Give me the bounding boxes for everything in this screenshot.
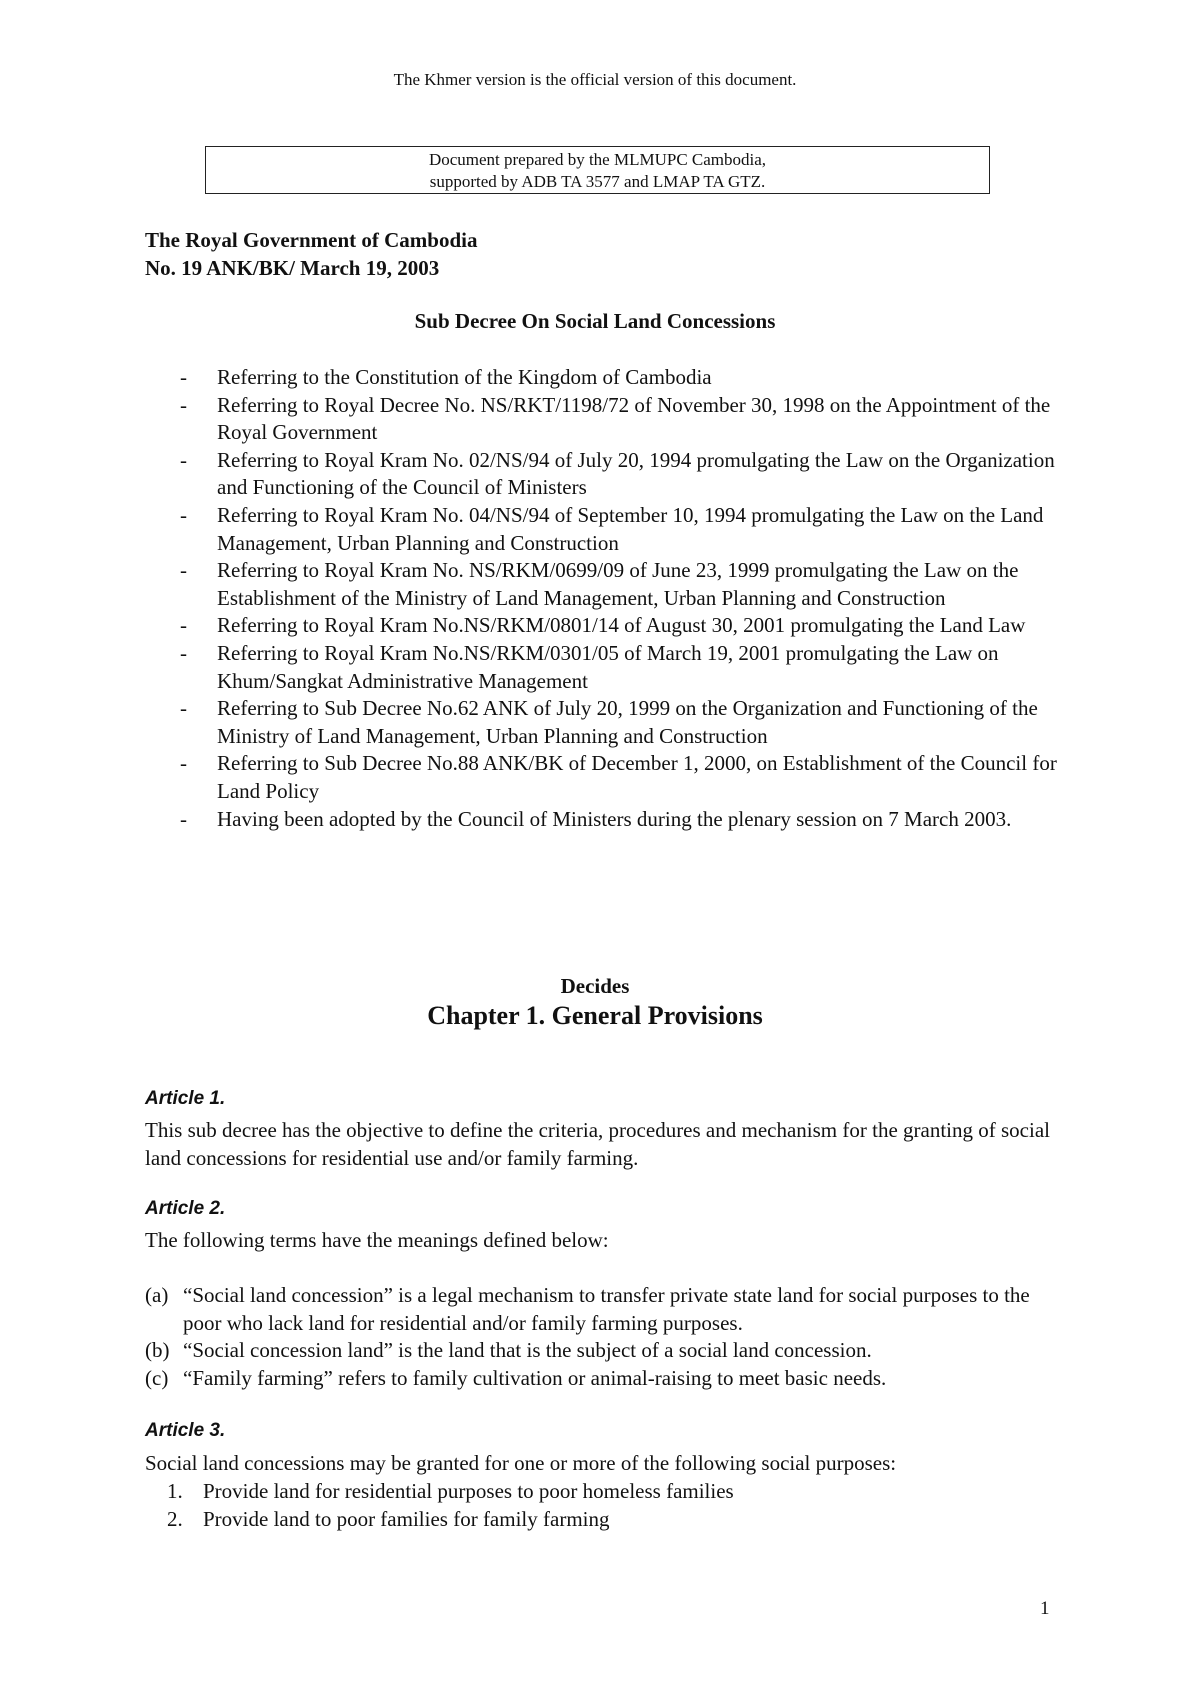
header-note: The Khmer version is the official version of this document. bbox=[393, 70, 797, 89]
article-2-heading: Article 2. bbox=[145, 1198, 226, 1219]
list-dash: - bbox=[180, 392, 187, 417]
reference-item bbox=[180, 447, 1060, 502]
purpose-item bbox=[167, 1478, 1047, 1506]
list-dash: - bbox=[180, 751, 187, 776]
reference-text: Having been adopted by the Council of Ministers during the plenary session on 7 March 2003. bbox=[217, 806, 1012, 831]
prepared-by-box bbox=[205, 146, 990, 194]
purpose-item bbox=[167, 1506, 1047, 1534]
purpose-text: Provide land for residential purposes to poor homeless families bbox=[203, 1479, 734, 1503]
reference-item bbox=[180, 612, 1060, 640]
reference-item bbox=[180, 364, 1060, 392]
definition-text: “Social land concession” is a legal mechanism to transfer private state land for social purposes to the poor who lack land for residential and/or family farming purposes. bbox=[183, 1283, 1030, 1335]
prepared-by-line-2: supported by ADB TA 3577 and LMAP TA GTZ. bbox=[429, 172, 766, 191]
definition-item bbox=[145, 1282, 1055, 1337]
reference-item bbox=[180, 557, 1060, 612]
reference-text: Referring to Royal Decree No. NS/RKT/1198/72 of November 30, 1998 on the Appointment of the Royal Government bbox=[217, 392, 1051, 445]
definition-marker: (b) bbox=[145, 1338, 170, 1363]
document-subtitle: Sub Decree On Social Land Concessions bbox=[414, 309, 776, 333]
list-dash: - bbox=[180, 640, 187, 665]
list-dash: - bbox=[180, 447, 187, 472]
purpose-text: Provide land to poor families for family farming bbox=[203, 1506, 610, 1531]
government-name: The Royal Government of Cambodia bbox=[145, 228, 478, 252]
article-1-heading: Article 1. bbox=[145, 1088, 226, 1109]
chapter-heading: Chapter 1. General Provisions bbox=[427, 1001, 763, 1030]
purposes-list bbox=[167, 1478, 1047, 1533]
reference-item bbox=[180, 502, 1060, 557]
reference-item bbox=[180, 750, 1060, 805]
decree-number: No. 19 ANK/BK/ March 19, 2003 bbox=[145, 256, 440, 280]
reference-item bbox=[180, 640, 1060, 695]
article-1-text: This sub decree has the objective to define the criteria, procedures and mechanism for the granting of social land concessions for residential use and/or family farming. bbox=[145, 1118, 1050, 1170]
definition-text: “Family farming” refers to family cultivation or animal-raising to meet basic needs. bbox=[183, 1365, 887, 1390]
definition-item bbox=[145, 1337, 1055, 1365]
reference-text: Referring to Royal Kram No.NS/RKM/0301/05 of March 19, 2001 promulgating the Law on Khum/Sangkat Administrative Management bbox=[217, 640, 999, 693]
reference-text: Referring to the Constitution of the Kingdom of Cambodia bbox=[217, 365, 712, 389]
list-dash: - bbox=[180, 613, 187, 638]
reference-text: Referring to Royal Kram No. NS/RKM/0699/09 of June 23, 1999 promulgating the Law on the Establishment of the Ministry of Land Management, Urban Planning and Construction bbox=[217, 558, 1019, 610]
list-dash: - bbox=[180, 365, 187, 389]
reference-item bbox=[180, 392, 1060, 447]
list-dash: - bbox=[180, 696, 187, 721]
article-2-intro: The following terms have the meanings defined below: bbox=[145, 1228, 609, 1252]
definition-marker: (c) bbox=[145, 1365, 169, 1390]
definition-item bbox=[145, 1365, 1055, 1393]
reference-text: Referring to Royal Kram No. 04/NS/94 of September 10, 1994 promulgating the Law on the Land Management, Urban Planning and Construction bbox=[217, 502, 1044, 555]
purpose-number: 2. bbox=[167, 1506, 183, 1531]
reference-text: Referring to Royal Kram No. 02/NS/94 of July 20, 1994 promulgating the Law on the Organization and Functioning of the Council of Ministers bbox=[217, 447, 1055, 500]
list-dash: - bbox=[180, 806, 187, 831]
article-3-intro: Social land concessions may be granted for one or more of the following social purposes: bbox=[145, 1451, 897, 1475]
reference-item bbox=[180, 695, 1060, 750]
reference-text: Referring to Sub Decree No.62 ANK of July 20, 1999 on the Organization and Functioning of the Ministry of Land Management, Urban Planning and Construction bbox=[217, 696, 1038, 748]
definitions-list bbox=[145, 1282, 1055, 1392]
reference-text: Referring to Sub Decree No.88 ANK/BK of December 1, 2000, on Establishment of the Council for Land Policy bbox=[217, 751, 1057, 803]
list-dash: - bbox=[180, 502, 187, 527]
reference-item bbox=[180, 806, 1060, 834]
purpose-number: 1. bbox=[167, 1479, 183, 1503]
definition-text: “Social concession land” is the land that is the subject of a social land concession. bbox=[183, 1338, 872, 1363]
decides-heading: Decides bbox=[560, 974, 630, 998]
definition-marker: (a) bbox=[145, 1283, 169, 1307]
reference-text: Referring to Royal Kram No.NS/RKM/0801/14 of August 30, 2001 promulgating the Land Law bbox=[217, 613, 1026, 638]
page-number: 1 bbox=[1040, 1598, 1050, 1619]
reference-list bbox=[180, 364, 1060, 833]
list-dash: - bbox=[180, 558, 187, 583]
article-3-heading: Article 3. bbox=[145, 1420, 226, 1441]
prepared-by-line-1: Document prepared by the MLMUPC Cambodia, bbox=[428, 150, 767, 169]
